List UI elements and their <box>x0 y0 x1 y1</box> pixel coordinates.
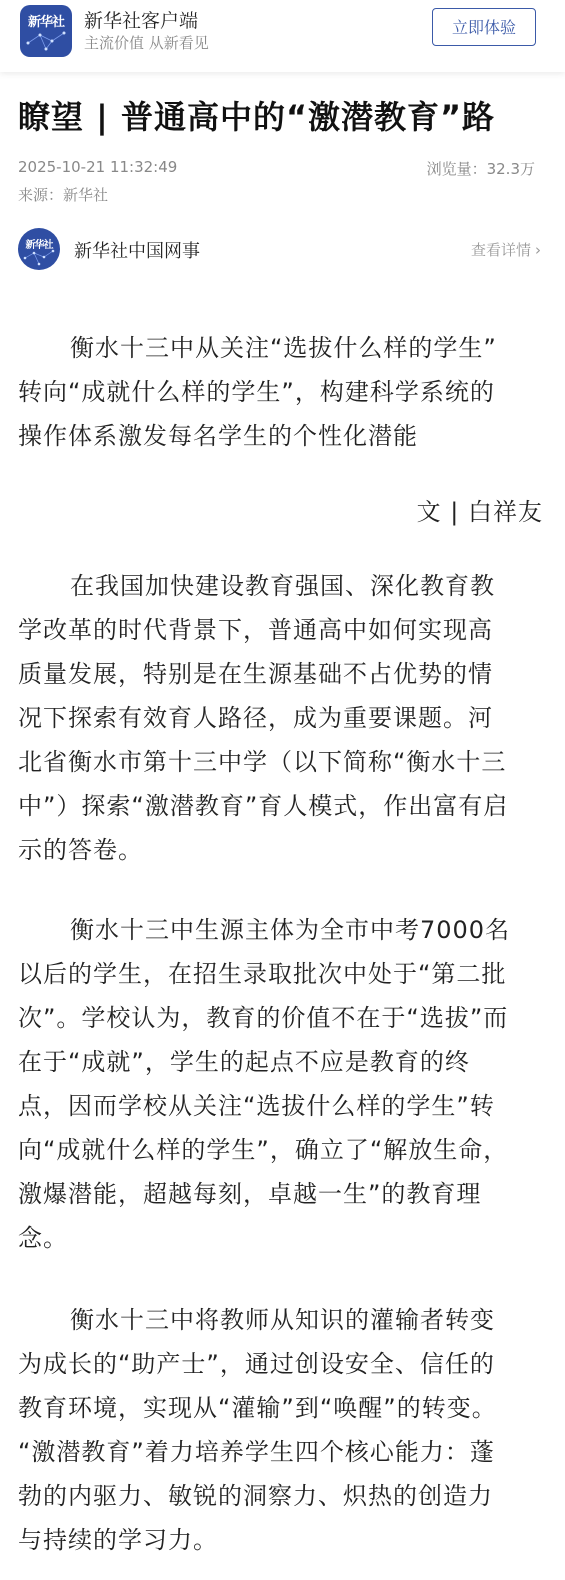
text-line: 示的答卷。 <box>18 836 143 864</box>
text-line: 在我国加快建设教育强国、深化教育教 <box>70 572 495 600</box>
account-name[interactable]: 新华社中国网事 <box>74 241 200 262</box>
text-line: 点，因而学校从关注“选拔什么样的学生”转 <box>18 1092 495 1120</box>
chevron-right-icon: › <box>535 241 541 259</box>
text-line: 北省衡水市第十三中学（以下简称“衡水十三 <box>18 748 507 776</box>
text-line: 衡水十三中从关注“选拔什么样的学生” <box>70 334 497 362</box>
text-line: 勃的内驱力、敏锐的洞察力、炽热的创造力 <box>18 1482 493 1510</box>
text-line: “激潜教育”着力培养学生四个核心能力：蓬 <box>18 1438 495 1466</box>
publish-timestamp: 2025-10-21 11:32:49 <box>18 158 178 176</box>
text-line: 转向“成就什么样的学生”，构建科学系统的 <box>18 378 495 406</box>
text-line: 次”。学校认为，教育的价值不在于“选拔”而 <box>18 1004 509 1032</box>
app-download-banner <box>0 0 565 72</box>
body-paragraph-1 <box>18 564 546 872</box>
text-line: 教育环境，实现从“灌输”到“唤醒”的转变。 <box>18 1394 497 1422</box>
view-count: 浏览量：32.3万 <box>426 160 535 178</box>
text-line: 在于“成就”，学生的起点不应是教育的终 <box>18 1048 470 1076</box>
body-paragraph-3 <box>18 1298 546 1562</box>
text-line: 激爆潜能，超越每刻，卓越一生”的教育理 <box>18 1180 482 1208</box>
text-line: 况下探索有效育人路径，成为重要课题。河 <box>18 704 493 732</box>
text-line: 念。 <box>18 1224 68 1252</box>
open-app-button[interactable]: 立即体验 <box>432 8 536 46</box>
logo-text: 新华社 <box>27 15 64 30</box>
view-details-link[interactable] <box>471 239 541 260</box>
text-line: 质量发展，特别是在生源基础不占优势的情 <box>18 660 493 688</box>
text-line: 衡水十三中生源主体为全市中考7000名 <box>70 916 511 944</box>
app-name: 新华社客户端 <box>84 10 199 32</box>
article-source: 来源：新华社 <box>18 186 109 204</box>
article-title: 瞭望 | 普通高中的“激潜教育”路 <box>18 98 496 136</box>
view-details-label: 查看详情 <box>470 241 531 259</box>
body-paragraph-2 <box>18 908 546 1260</box>
text-line: 中”）探索“激潜教育”育人模式，作出富有启 <box>18 792 509 820</box>
xinhua-app-logo <box>20 5 72 57</box>
text-line: 衡水十三中将教师从知识的灌输者转变 <box>70 1306 495 1334</box>
text-line: 操作体系激发每名学生的个性化潜能 <box>18 422 418 450</box>
avatar-text: 新华社 <box>25 240 53 251</box>
text-line: 向“成就什么样的学生”，确立了“解放生命， <box>18 1136 509 1164</box>
text-line: 与持续的学习力。 <box>18 1526 218 1554</box>
text-line: 为成长的“助产士”，通过创设安全、信任的 <box>18 1350 495 1378</box>
text-line: 以后的学生，在招生录取批次中处于“第二批 <box>18 960 507 988</box>
account-avatar[interactable] <box>18 228 60 270</box>
summary-paragraph <box>18 326 546 458</box>
app-slogan: 主流价值 从新看见 <box>84 34 209 52</box>
text-line: 学改革的时代背景下，普通高中如何实现高 <box>18 616 493 644</box>
author-byline: 文 | 白祥友 <box>416 498 543 526</box>
